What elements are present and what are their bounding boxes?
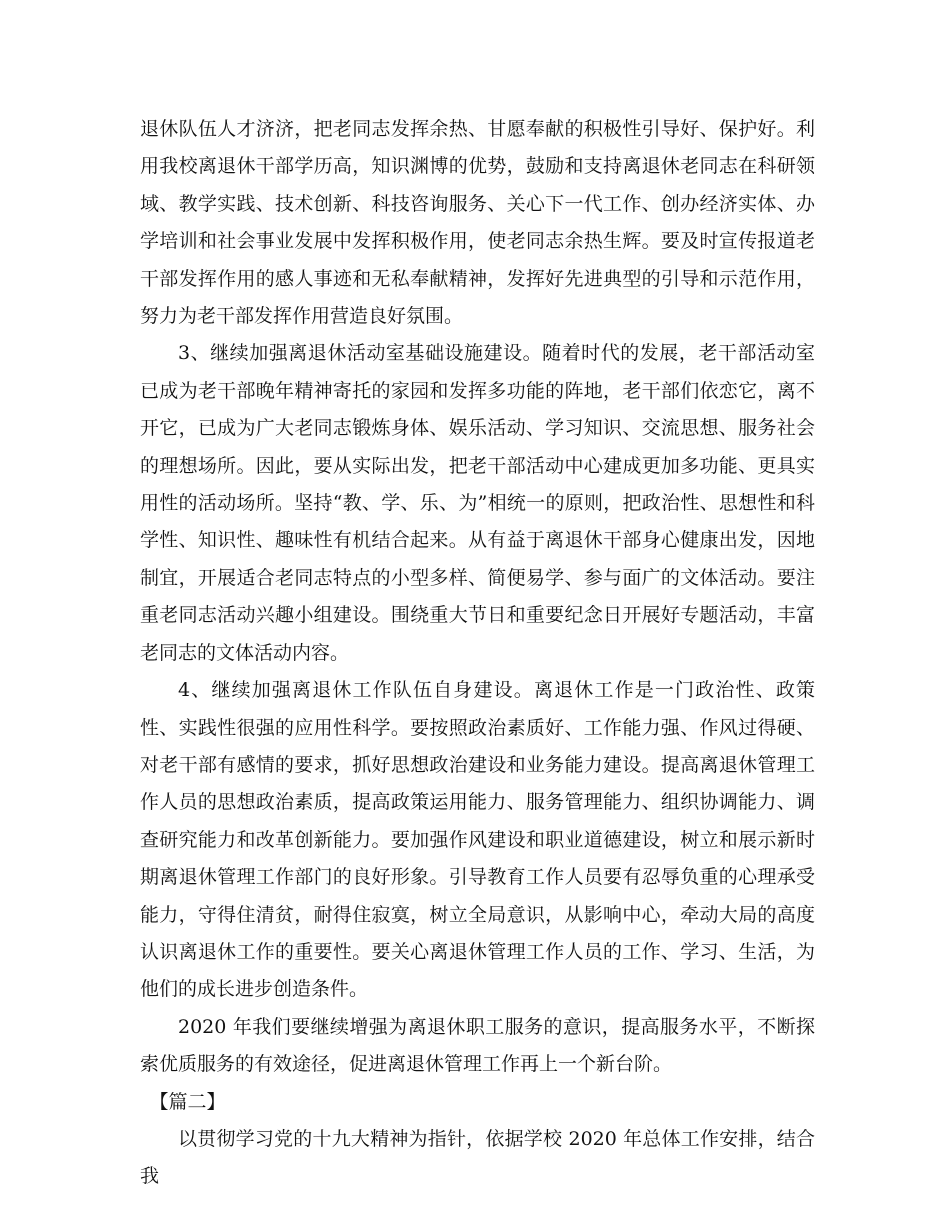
paragraph-part-two-intro: 以贯彻学习党的十九大精神为指针，依据学校 2020 年总体工作安排，结合我 xyxy=(140,1127,815,1188)
paragraph-2020-goal: 2020 年我们要继续增强为离退休职工服务的意识，提高服务水平，不断探索优质服务的有效途径，促进离退休管理工作再上一个新台阶。 xyxy=(140,1015,815,1076)
paragraph-team-building: 4、继续加强离退休工作队伍自身建设。离退休工作是一门政治性、政策性、实践性很强的应用性科学。要按照政治素质好、工作能力强、作风过得硬、对老干部有感情的要求，抓好思想政治建设和业务能力建设。提高离退休管理工作人员的思想政治素质，提高政策运用能力、服务管理能力、组织协调能力、调查研究能力和改革创新能力。要加强作风建设和职业道德建设，树立和展示新时期离退休管理工作部门的良好形象。引导教育工作人员要有忍辱负重的心理承受能力，守得住清贫，耐得住寂寞，树立全局意识，从影响中心，牵动大局的高度认识离退休工作的重要性。要关心离退休管理工作人员的工作、学习、生活，为他们的成长进步创造条件。 xyxy=(140,679,815,1001)
section-heading-part-two: 【篇二】 xyxy=(140,1090,226,1113)
paragraph-activity-room-construction: 3、继续加强离退休活动室基础设施建设。随着时代的发展，老干部活动室已成为老干部晚年精神寄托的家园和发挥多功能的阵地，老干部们依恋它，离不开它，已成为广大老同志锻炼身体、娱乐活动、学习知识、交流思想、服务社会的理想场所。因此，要从实际出发，把老干部活动中心建成更加多功能、更具实用性的活动场所。坚持“教、学、乐、为”相统一的原则，把政治性、思想性和科学性、知识性、趣味性有机结合起来。从有益于离退休干部身心健康出发，因地制宜，开展适合老同志特点的小型多样、简便易学、参与面广的文体活动。要注重老同志活动兴趣小组建设。围绕重大节日和重要纪念日开展好专题活动，丰富老同志的文体活动内容。 xyxy=(140,342,815,664)
paragraph-talent-utilization: 退休队伍人才济济，把老同志发挥余热、甘愿奉献的积极性引导好、保护好。利用我校离退休干部学历高，知识渊博的优势，鼓励和支持离退休老同志在科研领域、教学实践、技术创新、科技咨询服务、关心下一代工作、创办经济实体、办学培训和社会事业发展中发挥积极作用，使老同志余热生辉。要及时宣传报道老干部发挥作用的感人事迹和无私奉献精神，发挥好先进典型的引导和示范作用，努力为老干部发挥作用营造良好氛围。 xyxy=(140,118,815,328)
document-body xyxy=(140,111,815,1196)
